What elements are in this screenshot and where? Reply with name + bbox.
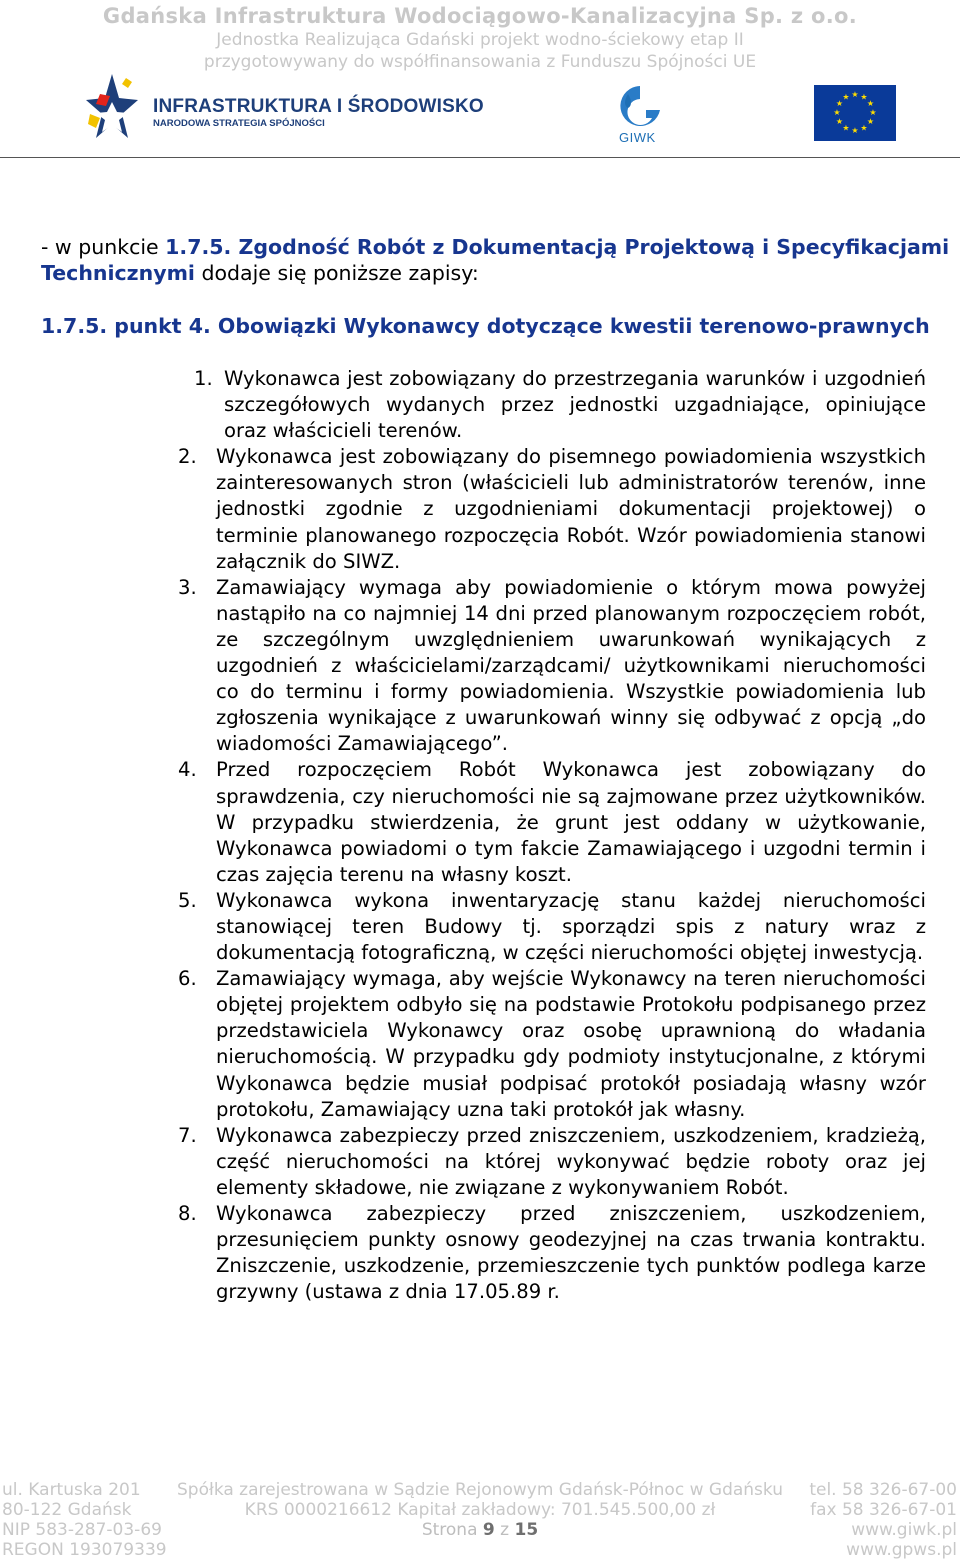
item-text: Zamawiający wymaga aby powiadomienie o którym mowa powyżej nastąpiło na co najmniej 14 dni przed planowanym rozpoczęciem robót, ze szczególnym uwzględnieniem uwarunkowań wynikających z uzgodnień z właścicielami/zarządcami/ użytkownikami nieruchomości co do terminu i formy powiadomienia. Wszystkie powiadomienia lub zgłoszenia wynikające z uwarunkowań winny się odbywać z opcją „do wiadomości Zamawiającego”. bbox=[216, 575, 926, 756]
list-item bbox=[178, 575, 926, 758]
item-number: 1. bbox=[194, 367, 213, 390]
intro-prefix: - w punkcie bbox=[41, 235, 166, 259]
svg-text:★: ★ bbox=[866, 117, 875, 126]
svg-text:★: ★ bbox=[860, 92, 868, 102]
item-number: 3. bbox=[178, 575, 197, 599]
list-item bbox=[178, 1123, 926, 1201]
program-logo-subtitle: NARODOWA STRATEGIA SPÓJNOŚCI bbox=[153, 118, 325, 129]
subsection-number: 1.7.5. punkt 4. bbox=[41, 314, 211, 338]
svg-text:★: ★ bbox=[833, 108, 841, 117]
item-number: 7. bbox=[178, 1123, 197, 1147]
item-number: 2. bbox=[178, 445, 197, 469]
svg-text:★: ★ bbox=[835, 99, 844, 108]
item-text: Zamawiający wymaga, aby wejście Wykonawcy na teren nieruchomości objętej projektem odbyło się na podstawie Protokołu podpisanego przez przedstawiciela Wykonawcy oraz osobę uprawnioną do władania nieruchomością. W przypadku gdy podmioty instytucjonalne, z którymi Wykonawca będzie musiał podpisać protokół posiadają własny wzór protokołu, Zamawiający uzna taki protokół jak własny. bbox=[216, 967, 926, 1121]
item-number: 5. bbox=[178, 888, 197, 912]
footer-city: 80-122 Gdańsk bbox=[2, 1500, 132, 1520]
item-text: Wykonawca zabezpieczy przed zniszczeniem, uszkodzeniem, kradzieżą, część nieruchomości na której wykonywać będzie roboty oraz jej elementy składowe, nie związane z wykonywaniem Robót. bbox=[216, 1123, 926, 1199]
item-text: Wykonawca zabezpieczy przed zniszczeniem, uszkodzeniem, przesunięciem punkty osnowy geodezyjnej na czas trwania kontraktu. Zniszczenie, uszkodzenie, przemieszczenie tych punktów podlega karze grzywny (ustawa z dnia 17.05.89 r. bbox=[216, 1202, 926, 1304]
list-item bbox=[178, 966, 926, 1123]
item-number: 8. bbox=[178, 1202, 197, 1225]
item-number: 4. bbox=[178, 758, 197, 782]
footer-street: ul. Kartuska 201 bbox=[2, 1480, 141, 1500]
svg-text:★: ★ bbox=[860, 123, 868, 133]
funding-note: przygotowywany do współfinansowania z Funduszu Spójności UE bbox=[203, 52, 757, 72]
eu-flag-icon bbox=[814, 85, 896, 141]
list-item bbox=[178, 888, 926, 966]
page-total: 15 bbox=[514, 1520, 539, 1540]
footer-website-giwk[interactable]: www.giwk.pl bbox=[851, 1520, 957, 1540]
nss-star-logo-icon bbox=[86, 72, 138, 150]
footer-court: Spółka zarejestrowana w Sądzie Rejonowym Gdańsk-Północ w Gdańsku bbox=[177, 1480, 783, 1500]
subsection-heading bbox=[41, 313, 930, 339]
footer-nip: NIP 583-287-03-69 bbox=[2, 1520, 162, 1540]
item-text: Wykonawca wykona inwentaryzację stanu każdej nieruchomości stanowiącej teren Budowy tj. sporządzi spis z natury wraz z dokumentacją fotograficzną, w części nieruchomości objętej inwestycją. bbox=[216, 888, 926, 965]
footer-regon: REGON 193079339 bbox=[2, 1540, 167, 1560]
page-separator: z bbox=[494, 1520, 515, 1540]
item-text: Wykonawca jest zobowiązany do przestrzegania warunków i uzgodnień szczegółowych wydanych przez jednostki uzgadniające, opiniujące oraz właścicieli terenów. bbox=[224, 367, 926, 443]
footer-contact bbox=[809, 1480, 957, 1560]
svg-text:★: ★ bbox=[851, 126, 859, 135]
subsection-title: Obowiązki Wykonawcy dotyczące kwestii terenowo-prawnych bbox=[210, 314, 930, 338]
item-text: Przed rozpoczęciem Robót Wykonawca jest zobowiązany do sprawdzenia, czy nieruchomości nie są zajmowane przez użytkowników. W przypadku stwierdzenia, że grunt jest oddany w użytkowanie, Wykonawca powiadomi o tym fakcie Zamawiającego i uzgodni termin i czas zajęcia terenu na własny koszt. bbox=[216, 758, 926, 886]
giwk-logo-label: GIWK bbox=[619, 130, 656, 145]
item-text: Wykonawca jest zobowiązany do pisemnego powiadomienia wszystkich zainteresowanych stron (właścicieli lub administratorów terenów, inne jednostki zgodnie z uzgodnieniami dokumentacji projektowej) o terminie planowanego rozpoczęcia Robót. Wzór powiadomienia stanowi załącznik do SIWZ. bbox=[216, 445, 926, 573]
page-prefix: Strona bbox=[421, 1520, 483, 1540]
list-item bbox=[178, 444, 926, 574]
amendment-intro bbox=[41, 234, 960, 286]
svg-text:★: ★ bbox=[835, 117, 844, 126]
program-logo-title: INFRASTRUKTURA I ŚRODOWISKO bbox=[153, 96, 484, 117]
footer-website-gpws[interactable]: www.gpws.pl bbox=[846, 1540, 957, 1560]
svg-text:★: ★ bbox=[866, 99, 875, 108]
svg-text:★: ★ bbox=[842, 92, 850, 102]
unit-name: Jednostka Realizująca Gdański projekt wodno-ściekowy etap II bbox=[216, 30, 744, 50]
section-reference: 1.7.5. Zgodność Robót z Dokumentacją Projektową i Specyfikacjami Technicznymi bbox=[41, 235, 950, 285]
list-item bbox=[178, 1201, 926, 1305]
item-number: 6. bbox=[178, 967, 197, 991]
footer-krs: KRS 0000216612 Kapitał zakładowy: 701.545.500,00 zł bbox=[244, 1500, 716, 1520]
page-current: 9 bbox=[482, 1520, 495, 1540]
footer-fax: fax 58 326-67-01 bbox=[810, 1500, 957, 1520]
header-divider bbox=[0, 157, 960, 158]
list-item bbox=[178, 366, 926, 444]
list-item bbox=[178, 757, 926, 887]
company-name: Gdańska Infrastruktura Wodociągowo-Kanalizacyjna Sp. z o.o. bbox=[102, 4, 858, 28]
svg-text:★: ★ bbox=[851, 90, 859, 99]
svg-text:★: ★ bbox=[842, 123, 850, 133]
intro-suffix: dodaje się poniższe zapisy: bbox=[194, 261, 479, 285]
svg-text:★: ★ bbox=[869, 108, 877, 117]
footer-phone: tel. 58 326-67-00 bbox=[809, 1480, 957, 1500]
obligations-list bbox=[178, 366, 926, 1305]
